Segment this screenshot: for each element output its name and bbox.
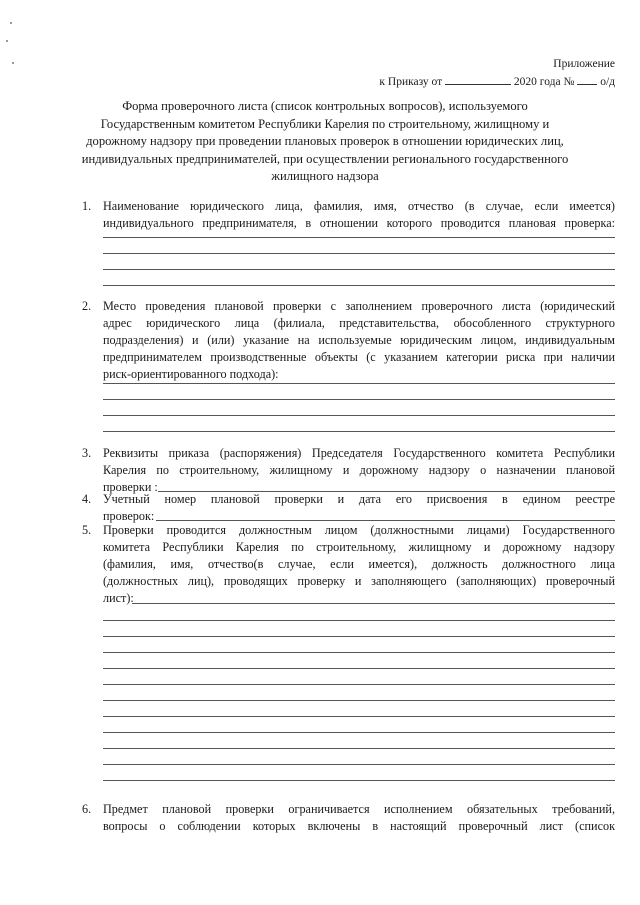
item-text-line: проверок: (103, 509, 155, 523)
item-text-line: индивидуального предпринимателя, в отношении которого проводится плановая проверка: (103, 216, 615, 230)
item-number: 4. (82, 492, 92, 506)
order-reference (379, 72, 615, 91)
fill-line (103, 237, 615, 238)
number-blank (577, 72, 597, 85)
title-line: дорожному надзору при проведении плановых проверок в отношении юридических лиц, (86, 134, 564, 148)
title-line: Форма проверочного листа (список контрольных вопросов), используемого (122, 99, 528, 113)
item-text-line: Учетный номер плановой проверки и дата его присвоения в едином реестре (103, 492, 615, 506)
item-number: 2. (82, 299, 92, 313)
item-number: 1. (82, 199, 92, 213)
item-text-line: (фамилия, имя, отчество(в случае, если имеется), должность должностного лица (103, 557, 615, 571)
fill-line (103, 780, 615, 781)
fill-line (103, 732, 615, 733)
fill-line (103, 700, 615, 701)
fill-line (103, 684, 615, 685)
fill-line (103, 620, 615, 621)
item-text-line: Предмет плановой проверки ограничивается исполнением обязательных требований, (103, 802, 615, 816)
order-year: 2020 года № (513, 76, 575, 88)
item-number: 3. (82, 446, 92, 460)
fill-line (132, 603, 615, 604)
item-text-line: подразделения) и (или) указание на используемые юридическим лицом, индивидуальным (103, 333, 615, 347)
fill-line (103, 269, 615, 270)
fill-line (103, 652, 615, 653)
item-text-line: (должностных лиц), проводящих проверку и заполняющего (заполняющих) проверочный (103, 574, 615, 588)
fill-line (103, 716, 615, 717)
item-text-line: комитета Республики Карелия по строительному, жилищному и дорожному надзору (103, 540, 615, 554)
item-text-line: Место проведения плановой проверки с заполнением проверочного листа (юридический (103, 299, 615, 313)
item-text-line: вопросы о соблюдении которых включены в настоящий проверочный лист (список (103, 819, 615, 833)
item-text-line: Наименование юридического лица, фамилия, имя, отчество (в случае, если имеется) (103, 199, 615, 213)
item-text-line: лист): (103, 591, 134, 605)
fill-line (103, 285, 615, 286)
title-line: Государственным комитетом Республики Карелия по строительному, жилищному и (100, 116, 550, 131)
scan-speck (12, 62, 14, 64)
item-text-line: адрес юридического лица (филиала, представительства, обособленного структурного (103, 316, 615, 330)
title-line: индивидуальных предпринимателей, при осуществлении регионального государственного (81, 151, 569, 166)
appendix-title: Приложение (553, 58, 615, 70)
item-text-line: Карелия по строительному, жилищному и дорожному надзору о назначении плановой (103, 463, 615, 477)
item-text-line: Реквизиты приказа (распоряжения) Председателя Государственного комитета Республики (103, 446, 615, 460)
scan-speck (6, 40, 8, 42)
fill-line (103, 431, 615, 432)
form-title (40, 98, 610, 186)
title-line: жилищного надзора (271, 169, 379, 183)
fill-line (103, 415, 615, 416)
item-text-line: проверки : (103, 480, 158, 494)
item-text-line: риск-ориентированного подхода): (103, 367, 279, 381)
fill-line (103, 636, 615, 637)
fill-line (103, 399, 615, 400)
item-number: 6. (82, 802, 92, 816)
order-suffix: о/д (600, 76, 615, 88)
order-prefix: к Приказу от (379, 76, 443, 88)
item-text-line: предпринимателем производственные объекты (с указанием категории риска при наличии (103, 350, 615, 364)
fill-line (103, 383, 615, 384)
item-number: 5. (82, 523, 92, 537)
fill-line (103, 668, 615, 669)
scan-speck (10, 22, 12, 24)
fill-line (103, 748, 615, 749)
fill-line (103, 764, 615, 765)
date-blank (445, 72, 511, 85)
item-text-line: Проверки проводится должностным лицом (должностными лицами) Государственного (103, 523, 615, 537)
fill-line (103, 253, 615, 254)
